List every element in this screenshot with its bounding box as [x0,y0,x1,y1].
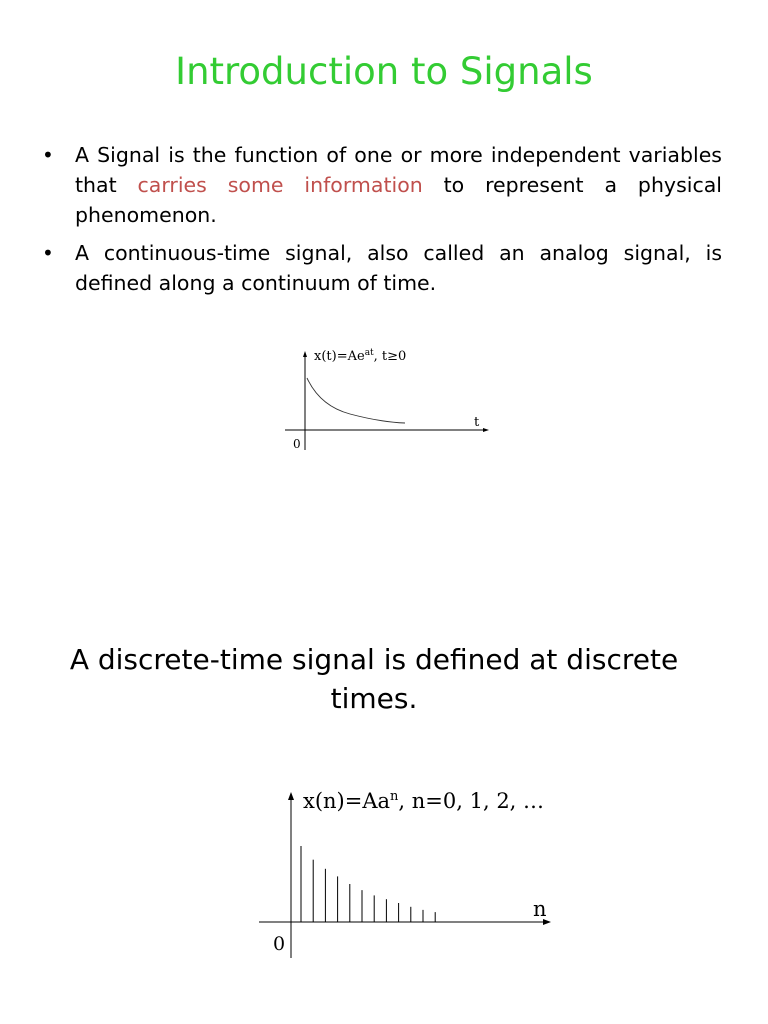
stem-group [301,846,435,922]
y-axis-arrow-icon [303,351,307,357]
bullet-dot-icon: • [42,241,54,265]
discrete-signal-label: $x(n)=Aa^n$, n=0, 1, 2, … [303,789,545,813]
bullet-text: A continuous-time signal, also called an analog signal, is defined along a continuum of time. [75,241,722,295]
discrete-signal-figure [255,778,565,968]
bullet-item [42,140,722,230]
bullet-list [42,140,722,306]
x-axis-label: t [474,415,480,430]
discrete-caption: A discrete-time signal is defined at discrete times. [69,643,679,715]
continuous-signal-plot [280,340,500,460]
slide-title: Introduction to Signals [175,50,593,93]
x-axis-arrow-icon [483,428,489,432]
bullet-item [42,238,722,298]
origin-label: 0 [273,933,286,955]
continuous-signal-label: $x(t)=Ae^{at}$, t≥0 [314,348,407,364]
bullet-highlight: carries some information [137,173,423,197]
bullet-text-post: to represent a physical phenomenon. [75,173,722,227]
y-axis-arrow-icon [288,792,294,800]
origin-label: 0 [293,437,301,451]
exponential-curve [307,378,405,423]
bullet-dot-icon: • [42,143,54,167]
x-axis-label: n [533,897,547,921]
continuous-signal-figure [280,340,500,460]
bullet-text-pre: A Signal is the function of one or more independent variables that [75,143,722,197]
discrete-signal-plot [255,778,565,968]
